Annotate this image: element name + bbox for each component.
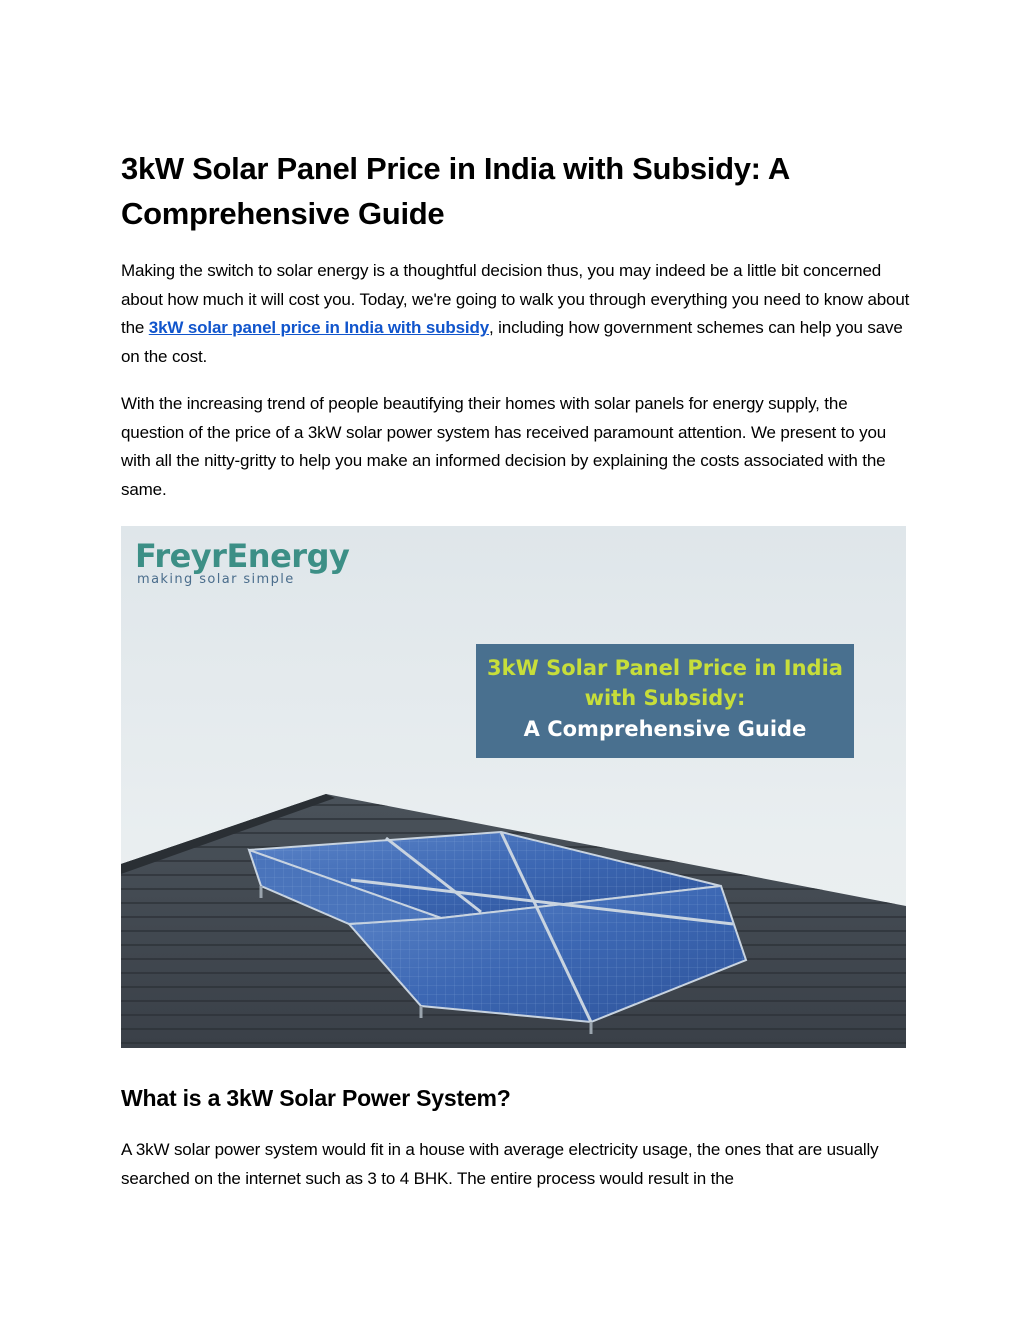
intro-text-after-link: , including how government schemes can help you save on the cost.	[121, 318, 903, 366]
article-title: 3kW Solar Panel Price in India with Subsidy: A Comprehensive Guide	[121, 151, 789, 231]
freyr-energy-logo	[135, 536, 349, 587]
brand-name: FreyrEnergy	[135, 537, 350, 575]
third-paragraph: A 3kW solar power system would fit in a house with average electricity usage, the ones that are usually searched on the internet such as 3 to 4 BHK. The entire process would result in the	[121, 1140, 879, 1188]
intro-paragraph	[121, 257, 911, 371]
second-paragraph: With the increasing trend of people beautifying their homes with solar panels for energy supply, the question of the price of a 3kW solar power system has received paramount attention. We present to you with all the nitty-gritty to help you make an informed decision by explaining the costs associated with the same.	[121, 394, 887, 499]
subsidy-price-link[interactable]: 3kW solar panel price in India with subsidy	[148, 318, 490, 337]
intro-text-before-link: Making the switch to solar energy is a thoughtful decision thus, you may indeed be a little bit concerned about how much it will cost you. Today, we're going to walk you through everything you need to know about the	[121, 261, 910, 337]
banner-line-1: 3kW Solar Panel Price in India	[487, 656, 843, 680]
banner-line-2: with Subsidy:	[584, 686, 746, 710]
hero-image	[121, 526, 906, 1048]
banner-line-3: A Comprehensive Guide	[523, 717, 807, 741]
hero-banner	[476, 644, 854, 758]
rooftop-solar-illustration	[121, 526, 906, 1048]
brand-tagline: making solar simple	[137, 572, 295, 587]
section-heading: What is a 3kW Solar Power System?	[121, 1085, 511, 1111]
